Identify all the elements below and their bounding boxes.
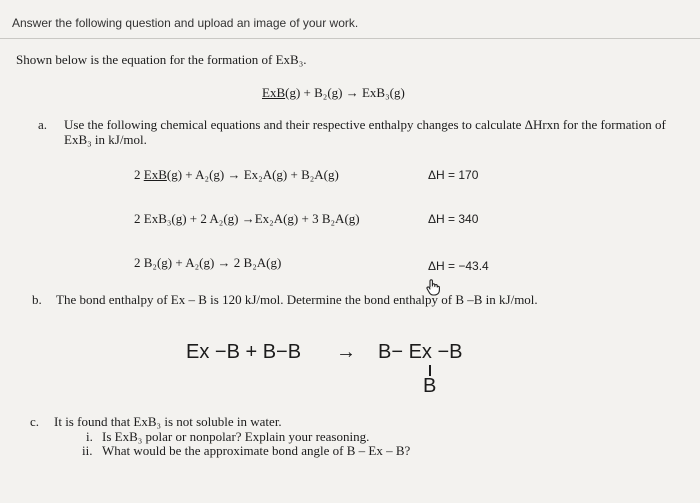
top-divider xyxy=(0,38,700,39)
part-c-label: c. xyxy=(30,414,40,429)
reaction-1 xyxy=(134,167,339,183)
question-instruction: Answer the following question and upload an image of your work. xyxy=(12,16,359,30)
reaction-1-enthalpy: ΔH = 170 xyxy=(428,168,479,182)
part-c-item-2: What would be the approximate bond angle of B – Ex – B? xyxy=(102,443,411,458)
main-equation-rest: (g) + B₂(g) → ExB₃(g) xyxy=(285,85,405,100)
reaction-3: 2 B₂(g) + A₂(g) → 2 B₂A(g) xyxy=(134,255,282,270)
part-a-label: a. xyxy=(38,117,48,132)
intro-text: Shown below is the equation for the formation of ExB₃. xyxy=(16,52,307,67)
reaction-1-pre: 2 xyxy=(134,167,144,182)
reaction-1-underlined: ExB xyxy=(143,167,167,182)
part-c-item-1-num: i. xyxy=(86,429,93,444)
bond-formula-bottom: B xyxy=(423,375,437,397)
part-c-item-1: Is ExB₃ polar or nonpolar? Explain your reasoning. xyxy=(102,429,370,444)
part-b-text: The bond enthalpy of Ex – B is 120 kJ/mol. Determine the bond enthalpy of B –B in kJ/mol. xyxy=(56,292,538,307)
bond-formula-right: B− Ex −B xyxy=(378,341,463,363)
reaction-2-enthalpy: ΔH = 340 xyxy=(428,212,479,226)
part-c-item-2-num: ii. xyxy=(82,443,93,458)
main-equation-underlined: ExB xyxy=(262,85,286,100)
reaction-1-post: (g) + A₂(g) → Ex₂A(g) + B₂A(g) xyxy=(166,167,339,182)
bond-formula-arrow: → xyxy=(336,341,356,363)
reaction-2: 2 ExB₃(g) + 2 A₂(g) →Ex₂A(g) + 3 B₂A(g) xyxy=(134,211,360,226)
part-b-label: b. xyxy=(32,292,42,307)
main-equation xyxy=(262,85,405,101)
part-a-text-line1: Use the following chemical equations and their respective enthalpy changes to calculate ΔHrxn for the formation of xyxy=(64,117,666,132)
part-c-text: It is found that ExB₃ is not soluble in water. xyxy=(54,414,282,429)
reaction-3-enthalpy: ΔH = −43.4 xyxy=(428,259,489,273)
part-a-text-line2: ExB₃ in kJ/mol. xyxy=(64,132,147,147)
bond-formula-left: Ex −B + B−B xyxy=(186,341,302,363)
